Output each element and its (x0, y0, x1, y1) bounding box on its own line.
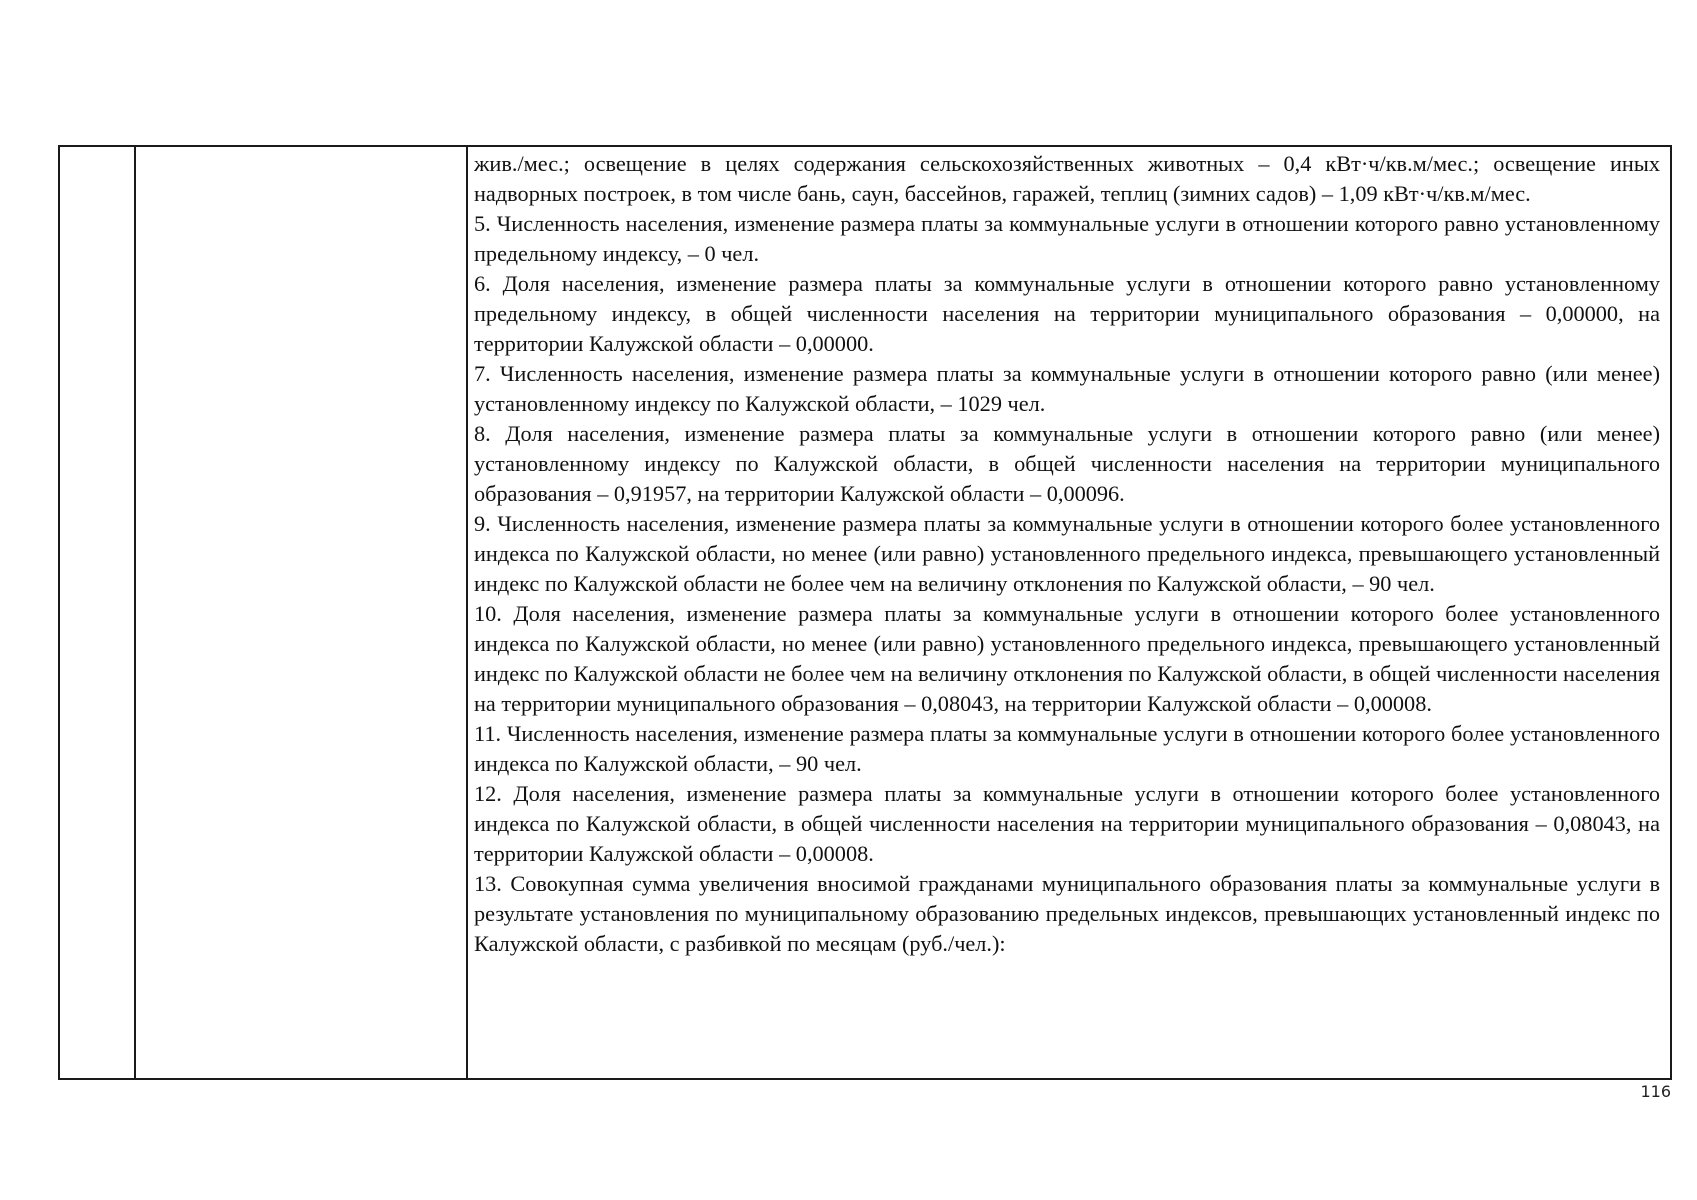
paragraph-item-10: 10. Доля населения, изменение размера платы за коммунальные услуги в отношении которого более установленного индекса по Калужской области, но менее (или равно) установленного предельного индекса, превышающего установленный индекс по Калужской области не более чем на величину отклонения по Калужской области, в общей численности населения на территории муниципального образования – 0,08043, на территории Калужской области – 0,00008. (474, 601, 1660, 716)
paragraph-item-13: 13. Совокупная сумма увеличения вносимой гражданами муниципального образования платы за коммунальные услуги в результате установления по муниципальному образованию предельных индексов, превышающих установленный индекс по Калужской области, с разбивкой по месяцам (руб./чел.): (474, 871, 1660, 956)
table-column-divider (466, 147, 468, 1078)
page-number: 116 (1640, 1082, 1671, 1101)
paragraph-item-5: 5. Численность населения, изменение размера платы за коммунальные услуги в отношении которого равно установленному предельному индексу, – 0 чел. (474, 211, 1660, 266)
paragraph-item-11: 11. Численность населения, изменение размера платы за коммунальные услуги в отношении которого более установленного индекса по Калужской области, – 90 чел. (474, 721, 1660, 776)
paragraph-item-12: 12. Доля населения, изменение размера платы за коммунальные услуги в отношении которого более установленного индекса по Калужской области, в общей численности населения на территории муниципального образования – 0,08043, на территории Калужской области – 0,00008. (474, 781, 1660, 866)
paragraph-item-7: 7. Численность населения, изменение размера платы за коммунальные услуги в отношении которого равно (или менее) установленному индексу по Калужской области, – 1029 чел. (474, 361, 1660, 416)
paragraph-item-6: 6. Доля населения, изменение размера платы за коммунальные услуги в отношении которого равно установленному предельному индексу, в общей численности населения на территории муниципального образования – 0,00000, на территории Калужской области – 0,00000. (474, 271, 1660, 356)
table-cell-content (474, 149, 1660, 1076)
paragraph-item-8: 8. Доля населения, изменение размера платы за коммунальные услуги в отношении которого равно (или менее) установленному индексу по Калужской области, в общей численности населения на территории муниципального образования – 0,91957, на территории Калужской области – 0,00096. (474, 421, 1660, 506)
paragraph-item-9: 9. Численность населения, изменение размера платы за коммунальные услуги в отношении которого более установленного индекса по Калужской области, но менее (или равно) установленного предельного индекса, превышающего установленный индекс по Калужской области не более чем на величину отклонения по Калужской области, – 90 чел. (474, 511, 1660, 596)
paragraph-continuation: жив./мес.; освещение в целях содержания сельскохозяйственных животных – 0,4 кВт·ч/кв.м/мес.; освещение иных надворных построек, в том числе бань, саун, бассейнов, гаражей, теплиц (зимних садов) – 1,09 кВт·ч/кв.м/мес. (474, 151, 1660, 206)
table-column-divider (134, 147, 136, 1078)
document-table (58, 145, 1672, 1080)
